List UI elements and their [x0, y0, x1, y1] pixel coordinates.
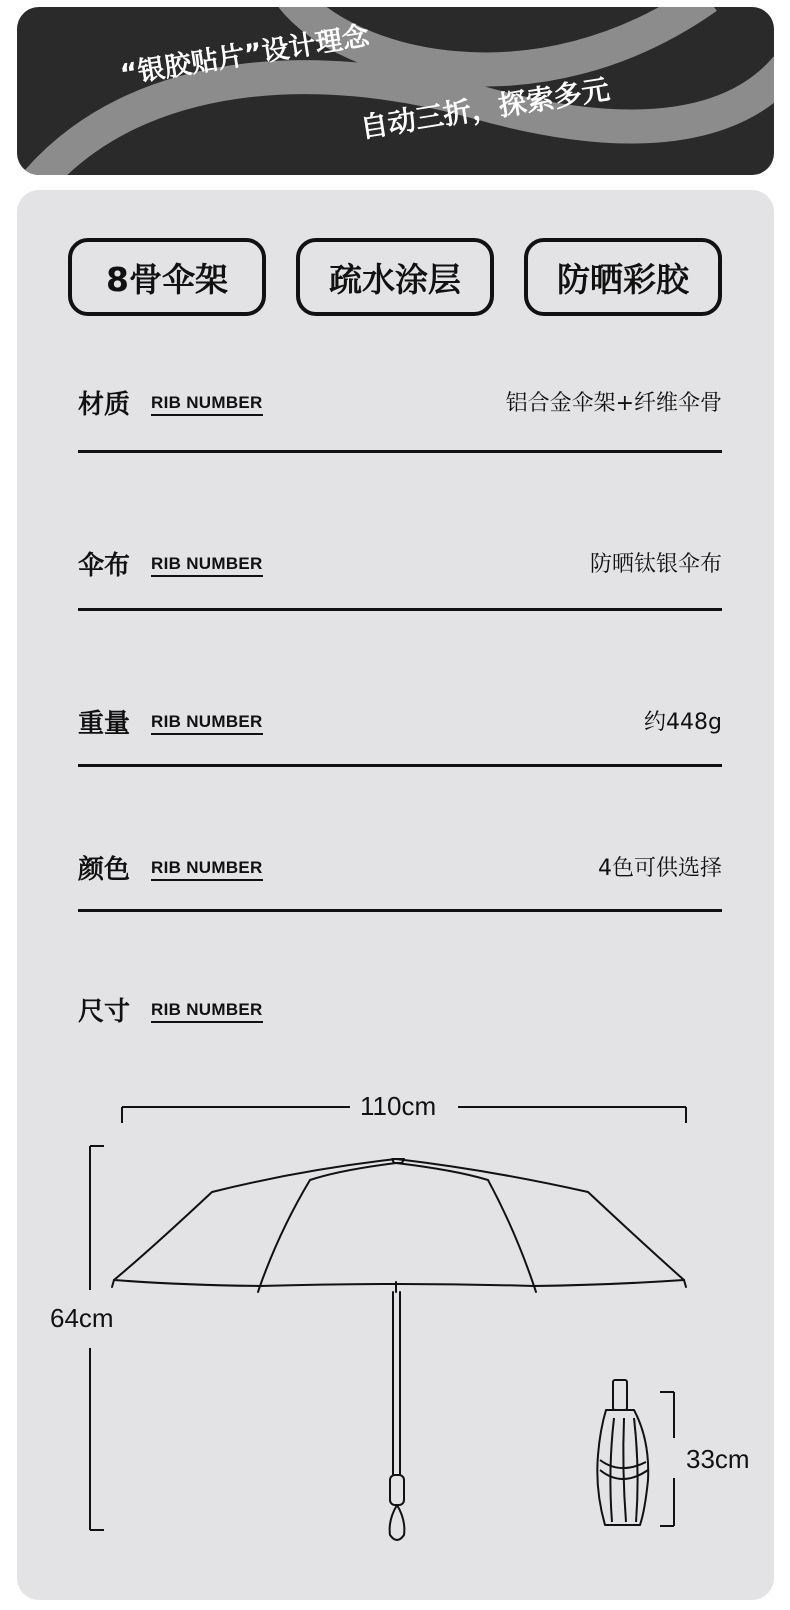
banner-arc-decoration [17, 7, 774, 175]
feature-tag-coating: 疏水涂层 [296, 238, 494, 316]
spec-value: 防晒钛银伞布 [589, 552, 722, 577]
spec-sublabel: RIB NUMBER [151, 393, 263, 416]
feature-tag-uv: 防晒彩胶 [524, 238, 722, 316]
spec-label: 重量 [78, 709, 131, 739]
divider [78, 909, 722, 912]
width-dimension-label: 110cm [360, 1091, 437, 1121]
spec-label: 材质 [78, 390, 131, 420]
spec-sublabel: RIB NUMBER [151, 858, 263, 881]
divider [78, 608, 722, 611]
spec-value: 铝合金伞架+纤维伞骨 [505, 391, 722, 416]
spec-label: 颜色 [78, 855, 131, 885]
spec-label: 尺寸 [78, 997, 131, 1027]
feature-tag-ribs: 8骨伞架 [68, 238, 266, 316]
spec-value: 约448g [644, 710, 722, 735]
banner-headline: “银胶贴片”设计理念 [118, 20, 372, 91]
spec-label: 伞布 [78, 551, 131, 581]
spec-sublabel: RIB NUMBER [151, 554, 263, 577]
spec-sublabel: RIB NUMBER [151, 1000, 263, 1023]
divider [78, 764, 722, 767]
banner-subheadline: 自动三折，探索多元 [357, 72, 612, 145]
divider [78, 450, 722, 453]
folded-length-label: 33cm [686, 1444, 750, 1474]
spec-value: 4色可供选择 [598, 856, 722, 881]
hero-banner [17, 7, 774, 175]
spec-sublabel: RIB NUMBER [151, 712, 263, 735]
height-dimension-label: 64cm [50, 1303, 114, 1333]
